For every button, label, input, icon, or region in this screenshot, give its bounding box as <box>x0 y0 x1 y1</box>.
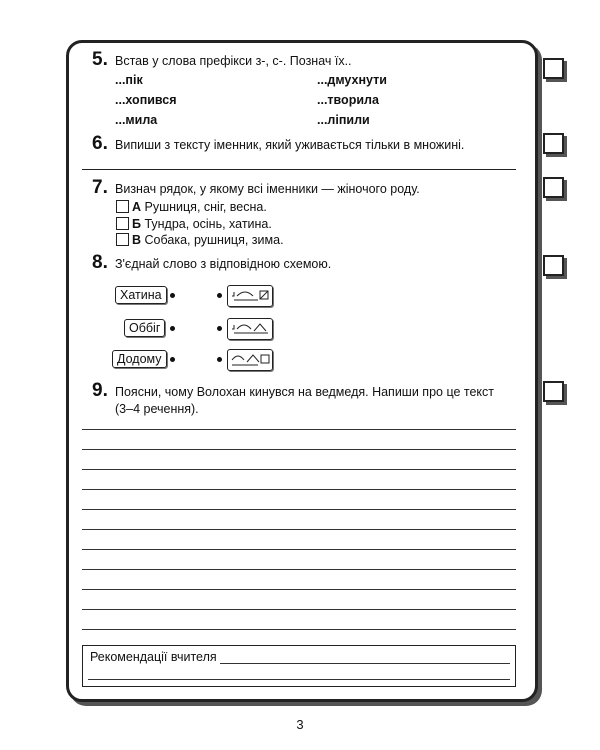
task-5-score-checkbox[interactable] <box>543 58 564 79</box>
task-5-word: ...хопився <box>115 93 177 107</box>
option-checkbox[interactable] <box>116 217 129 230</box>
answer-line[interactable] <box>82 609 516 610</box>
task-6-number: 6. <box>92 133 108 154</box>
task-5-number: 5. <box>92 49 108 70</box>
recommendation-line[interactable] <box>88 679 510 680</box>
scheme-diagram <box>228 319 272 339</box>
connector-dot[interactable] <box>170 326 175 331</box>
task-8-score-checkbox[interactable] <box>543 255 564 276</box>
task-7-score-checkbox[interactable] <box>543 177 564 198</box>
answer-line[interactable] <box>82 529 516 530</box>
word-scheme-1[interactable] <box>227 285 273 307</box>
answer-line[interactable] <box>82 489 516 490</box>
task-8-number: 8. <box>92 252 108 273</box>
option-checkbox[interactable] <box>116 233 129 246</box>
task-5-word: ...дмухнути <box>317 73 387 87</box>
task-7-option-a[interactable]: А Рушниця, сніг, весна. <box>116 200 267 214</box>
recommendation-line[interactable] <box>220 663 510 664</box>
answer-line[interactable] <box>82 469 516 470</box>
scheme-diagram <box>228 286 272 306</box>
answer-line[interactable] <box>82 449 516 450</box>
task-9-instruction: (3–4 речення). <box>115 402 199 416</box>
connector-dot[interactable] <box>217 293 222 298</box>
answer-line[interactable] <box>82 549 516 550</box>
task-7-number: 7. <box>92 177 108 198</box>
task-9-instruction: Поясни, чому Волохан кинувся на ведмедя. Напиши про це текст <box>115 385 495 399</box>
connector-dot[interactable] <box>217 357 222 362</box>
task-5-word: ...творила <box>317 93 379 107</box>
word-scheme-3[interactable] <box>227 349 273 371</box>
task-6-instruction: Випиши з тексту іменник, який уживається тільки в множині. <box>115 138 465 152</box>
task-6-score-checkbox[interactable] <box>543 133 564 154</box>
answer-line[interactable] <box>82 629 516 630</box>
option-checkbox[interactable] <box>116 200 129 213</box>
task-7-option-b[interactable]: Б Тундра, осінь, хатина. <box>116 217 272 231</box>
word-card[interactable]: Хатина <box>115 286 167 304</box>
task-5-word: ...ліпили <box>317 113 370 127</box>
task-8-instruction: З'єднай слово з відповідною схемою. <box>115 257 332 271</box>
task-5-word: ...мила <box>115 113 158 127</box>
answer-line[interactable] <box>82 589 516 590</box>
answer-line[interactable] <box>82 509 516 510</box>
section-divider <box>82 169 516 170</box>
answer-line[interactable] <box>82 569 516 570</box>
connector-dot[interactable] <box>170 357 175 362</box>
connector-dot[interactable] <box>170 293 175 298</box>
scheme-diagram <box>228 350 272 370</box>
recommendations-label: Рекомендації вчителя <box>90 650 217 664</box>
task-9-number: 9. <box>92 380 108 401</box>
word-scheme-2[interactable] <box>227 318 273 340</box>
task-5-word: ...пік <box>115 73 143 87</box>
page-number: 3 <box>296 717 304 732</box>
connector-dot[interactable] <box>217 326 222 331</box>
task-7-instruction: Визнач рядок, у якому всі іменники — жіночого роду. <box>115 182 420 196</box>
task-7-option-c[interactable]: В Собака, рушниця, зима. <box>116 233 284 247</box>
answer-line[interactable] <box>82 429 516 430</box>
task-9-score-checkbox[interactable] <box>543 381 564 402</box>
word-card[interactable]: Оббіг <box>124 319 165 337</box>
word-card[interactable]: Додому <box>112 350 167 368</box>
task-5-instruction: Встав у слова префікси з-, с-. Познач їх.. <box>115 54 352 68</box>
